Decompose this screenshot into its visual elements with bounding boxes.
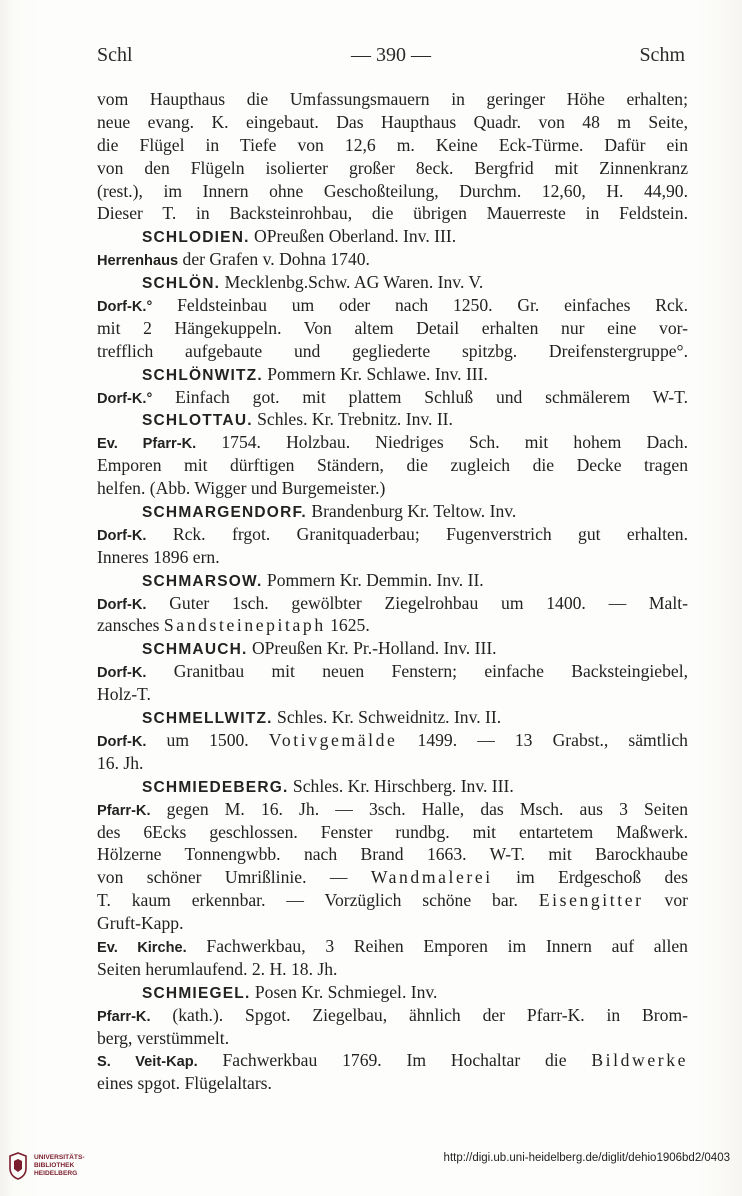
text-line: von den Flügeln isolierter großer 8eck. Bergfrid mit Zinnenkranz <box>97 157 688 178</box>
text-line: Holz-T. <box>97 684 151 705</box>
building-label: S. Veit-Kap. <box>97 1054 198 1071</box>
place-name: SCHMARGENDORF. <box>142 504 307 522</box>
text-line <box>97 614 688 637</box>
text-line: berg, verstümmelt. <box>97 1027 230 1048</box>
text-line <box>97 1049 688 1072</box>
building-label: Pfarr-K. <box>97 802 151 819</box>
text-line: neue evang. K. eingebaut. Das Haupthaus Quadr. von 48 m Seite, <box>97 111 688 132</box>
place-name: SCHMIEGEL. <box>142 984 251 1002</box>
text-line <box>97 660 688 683</box>
description: vor <box>643 890 688 911</box>
text-line <box>97 1004 688 1027</box>
spaced-term: Wandmalerei <box>370 867 493 888</box>
text-line <box>97 592 688 615</box>
place-name: SCHLÖNWITZ. <box>142 366 263 384</box>
description: im Erdgeschoß des <box>492 867 688 888</box>
building-label: Herrenhaus <box>97 253 179 270</box>
description: gegen M. 16. Jh. — 3sch. Halle, das Msch. aus 3 Seiten <box>166 798 688 819</box>
header-right: Schm <box>639 44 685 66</box>
text-line <box>97 523 688 546</box>
text-line: (rest.), im Innern ohne Geschoßteilung, Durchm. 12,60, H. 44,90. <box>97 180 688 201</box>
entry-heading <box>97 408 688 431</box>
body-text <box>97 88 688 1095</box>
description: Granitbau mit neuen Fenstern; einfache Backsteingiebel, <box>173 661 688 682</box>
text-line: Hölzerne Tonnengwbb. nach Brand 1663. W-T. mit Barockhaube <box>97 844 688 865</box>
description: Feldsteinbau um oder nach 1250. Gr. einfaches Rck. <box>177 295 688 316</box>
place-info: OPreußen Oberland. Inv. III. <box>254 226 457 247</box>
description: zansches <box>97 615 164 636</box>
place-info: Schles. Kr. Schweidnitz. Inv. II. <box>277 707 502 728</box>
text-line <box>97 889 688 912</box>
description: der Grafen v. Dohna 1740. <box>182 249 370 270</box>
text-line: Dieser T. in Backsteinrohbau, die übrigen Mauerreste in Feldstein. <box>97 203 688 224</box>
entry-heading <box>97 981 688 1004</box>
university-seal-icon <box>8 1152 28 1180</box>
building-label: Dorf-K.° <box>97 390 153 407</box>
place-name: SCHMELLWITZ. <box>142 710 273 728</box>
source-url-link[interactable]: http://digi.ub.uni-heidelberg.de/diglit/dehio1906bd2/0403 <box>443 1152 730 1164</box>
text-line <box>97 386 688 409</box>
entry-heading <box>97 706 688 729</box>
spaced-term: Bildwerke <box>591 1050 688 1071</box>
description: 1625. <box>325 615 370 636</box>
spaced-term: Eisengitter <box>538 890 644 911</box>
text-line <box>97 294 688 317</box>
text-line: des 6Ecks geschlossen. Fenster rundbg. mit entartetem Maßwerk. <box>97 821 688 842</box>
text-line: Emporen mit dürftigen Ständern, die zugleich die Decke tragen <box>97 455 688 476</box>
text-line <box>97 431 688 454</box>
description: 1754. Holzbau. Niedriges Sch. mit hohem Dach. <box>221 432 688 453</box>
building-label: Ev. Kirche. <box>97 939 187 956</box>
place-info: Pommern Kr. Demmin. Inv. II. <box>266 569 484 590</box>
text-line: Seiten herumlaufend. 2. H. 18. Jh. <box>97 958 338 979</box>
entry-heading <box>97 225 688 248</box>
description: Fachwerkbau, 3 Reihen Emporen im Innern auf allen <box>206 935 688 956</box>
page-number: — 390 — <box>351 44 431 66</box>
description: Fachwerkbau 1769. Im Hochaltar die <box>222 1050 592 1071</box>
place-info: Schles. Kr. Trebnitz. Inv. II. <box>257 409 453 430</box>
text-line: 16. Jh. <box>97 752 144 773</box>
text-line: die Flügel in Tiefe von 12,6 m. Keine Eck-Türme. Dafür ein <box>97 134 688 155</box>
place-name: SCHMARSOW. <box>142 572 263 590</box>
description: (kath.). Spgot. Ziegelbau, ähnlich der Pfarr-K. in Brom- <box>172 1004 688 1025</box>
description: Rck. frgot. Granitquaderbau; Fugenverstrich gut erhalten. <box>172 523 688 544</box>
entry-heading <box>97 500 688 523</box>
place-name: SCHLOTTAU. <box>142 412 253 430</box>
description: um 1500. <box>166 729 269 750</box>
entry-heading <box>97 637 688 660</box>
text-line: Gruft-Kapp. <box>97 913 184 934</box>
building-label: Dorf-K. <box>97 665 147 682</box>
text-line <box>97 935 688 958</box>
place-info: OPreußen Kr. Pr.-Holland. Inv. III. <box>251 638 497 659</box>
library-logo[interactable] <box>8 1150 118 1184</box>
entry-heading <box>97 775 688 798</box>
text-line <box>97 866 688 889</box>
building-label: Ev. Pfarr-K. <box>97 436 197 453</box>
description: Einfach got. mit plattem Schluß und schmälerem W-T. <box>175 386 688 407</box>
text-line <box>97 248 688 271</box>
text-line: Inneres 1896 ern. <box>97 546 220 567</box>
text-line: trefflich aufgebaute und gegliederte spitzbg. Dreifenstergruppe°. <box>97 340 688 361</box>
place-name: SCHLÖN. <box>142 275 221 293</box>
running-header <box>97 44 685 68</box>
description: 1499. — 13 Grabst., sämtlich <box>397 729 688 750</box>
text-line: eines spgot. Flügelaltars. <box>97 1073 272 1094</box>
text-line <box>97 729 688 752</box>
text-line <box>97 798 688 821</box>
spaced-term: Sandsteinepitaph <box>163 615 326 636</box>
description: Guter 1sch. gewölbter Ziegelrohbau um 1400. — Malt- <box>169 592 688 613</box>
description: von schöner Umrißlinie. — <box>97 867 371 888</box>
text-line: helfen. (Abb. Wigger und Burgemeister.) <box>97 478 386 499</box>
text-line: mit 2 Hängekuppeln. Von altem Detail erhalten nur eine vor- <box>97 317 688 338</box>
place-info: Mecklenbg.Schw. AG Waren. Inv. V. <box>224 272 484 293</box>
header-left: Schl <box>97 44 133 66</box>
building-label: Dorf-K.° <box>97 299 153 316</box>
place-info: Schles. Kr. Hirschberg. Inv. III. <box>292 775 514 796</box>
place-info: Posen Kr. Schmiegel. Inv. <box>254 981 438 1002</box>
place-name: SCHMAUCH. <box>142 641 248 659</box>
entry-heading <box>97 569 688 592</box>
place-name: SCHMIEDEBERG. <box>142 778 289 796</box>
building-label: Dorf-K. <box>97 527 147 544</box>
text-line: vom Haupthaus die Umfassungsmauern in geringer Höhe erhalten; <box>97 89 688 109</box>
place-name: SCHLODIEN. <box>142 229 250 247</box>
description: T. kaum erkennbar. — Vorzüglich schöne bar. <box>97 890 539 911</box>
library-name: UNIVERSITÄTS- BIBLIOTHEK HEIDELBERG <box>34 1154 85 1177</box>
building-label: Dorf-K. <box>97 596 147 613</box>
building-label: Dorf-K. <box>97 733 147 750</box>
place-info: Pommern Kr. Schlawe. Inv. III. <box>267 363 488 384</box>
entry-heading <box>97 363 688 386</box>
building-label: Pfarr-K. <box>97 1008 151 1025</box>
place-info: Brandenburg Kr. Teltow. Inv. <box>311 501 517 522</box>
spaced-term: Votivgemälde <box>268 729 398 750</box>
entry-heading <box>97 271 688 294</box>
